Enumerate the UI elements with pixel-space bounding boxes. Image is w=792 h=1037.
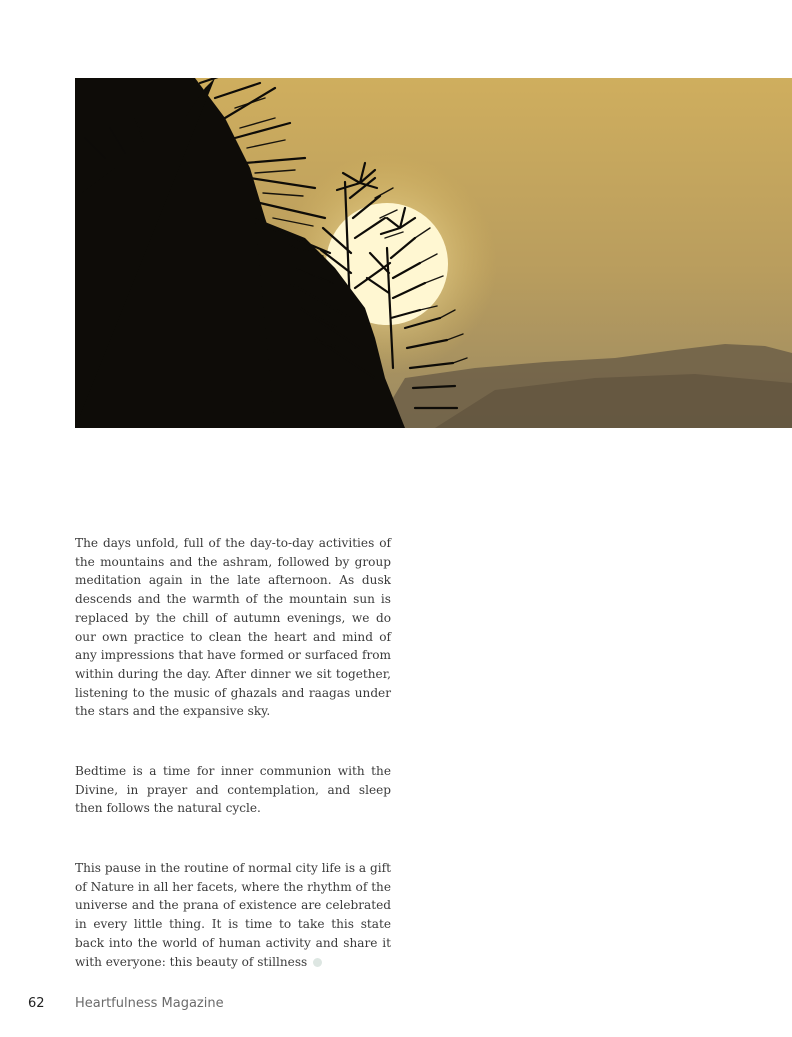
magazine-name: Heartfulness Magazine	[75, 996, 224, 1011]
article-paragraph-2: Bedtime is a time for inner communion with the Divine, in prayer and contemplation, and sleep then follows the natural cycle.	[75, 764, 391, 816]
page-number: 62	[28, 996, 45, 1011]
article-paragraph-1: The days unfold, full of the day-to-day activities of the mountains and the ashram, followed by group meditation again in the late afternoon. As dusk descends and the warmth of the mountain sun is replaced by the chill of autumn evenings, we do our own practice to clean the heart and mind of any impressions that have formed or surfaced from within during the day. After dinner we sit together, listening to the music of ghazals and raagas under the stars and the expansive sky.	[75, 536, 391, 719]
article-paragraph-3	[75, 859, 391, 971]
end-of-article-dot-icon	[313, 958, 322, 967]
article-paragraph-3-text: This pause in the routine of normal city life is a gift of Nature in all her facets, where the rhythm of the universe and the prana of existence are celebrated in every little thing. It is time to take this state back into the world of human activity and share it with everyone: this beauty of stillness	[75, 861, 391, 969]
sunset-pine-photo	[75, 78, 792, 428]
